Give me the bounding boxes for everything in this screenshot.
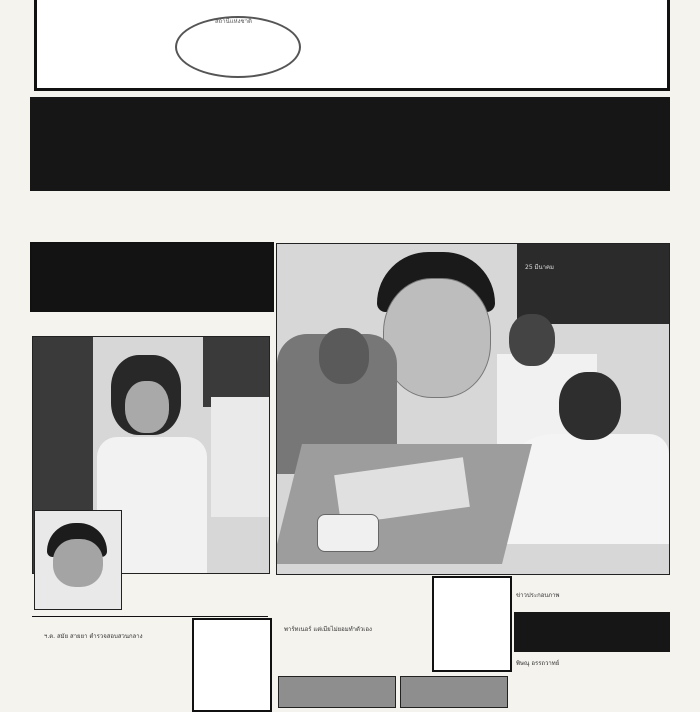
divider-left [32,616,268,617]
chalkboard [517,244,669,324]
hotel-story-box [192,618,272,712]
boy-face [125,381,169,433]
center-story-text: พาร์ทเนอร์ แต่เมียไม่ยอมทำตัวเอง [284,626,372,633]
left-caption-text: ฯ.ต. สมัย สายยา ตำรวจสอบสวนกลาง [44,633,143,640]
bail-story-text: พิษณุ อรรถวาทย์ [516,660,560,667]
inset-face [53,539,103,587]
bail-story-box [514,612,670,652]
top-banner-box [34,0,670,91]
photo-bottom-right-small [400,676,508,708]
stamp-label: สถานีแห่งชาติ [215,18,252,25]
big-face [383,278,491,398]
right-column-text: ข่าวประกอบภาพ [516,592,560,599]
officer-left-head [319,328,369,384]
photo-bottom-center [278,676,396,708]
photo-inset-man [34,510,122,610]
man-right-head [559,372,621,440]
man-white-shirt-head [509,314,555,366]
man-shirt-right [211,397,269,517]
photo-press-room [276,243,670,575]
fight-story-box [432,576,512,672]
black-headline-box [30,97,670,191]
container-box [317,514,379,552]
masthead [30,242,274,312]
chalkboard-text: 25 มีนาคม [525,264,554,271]
